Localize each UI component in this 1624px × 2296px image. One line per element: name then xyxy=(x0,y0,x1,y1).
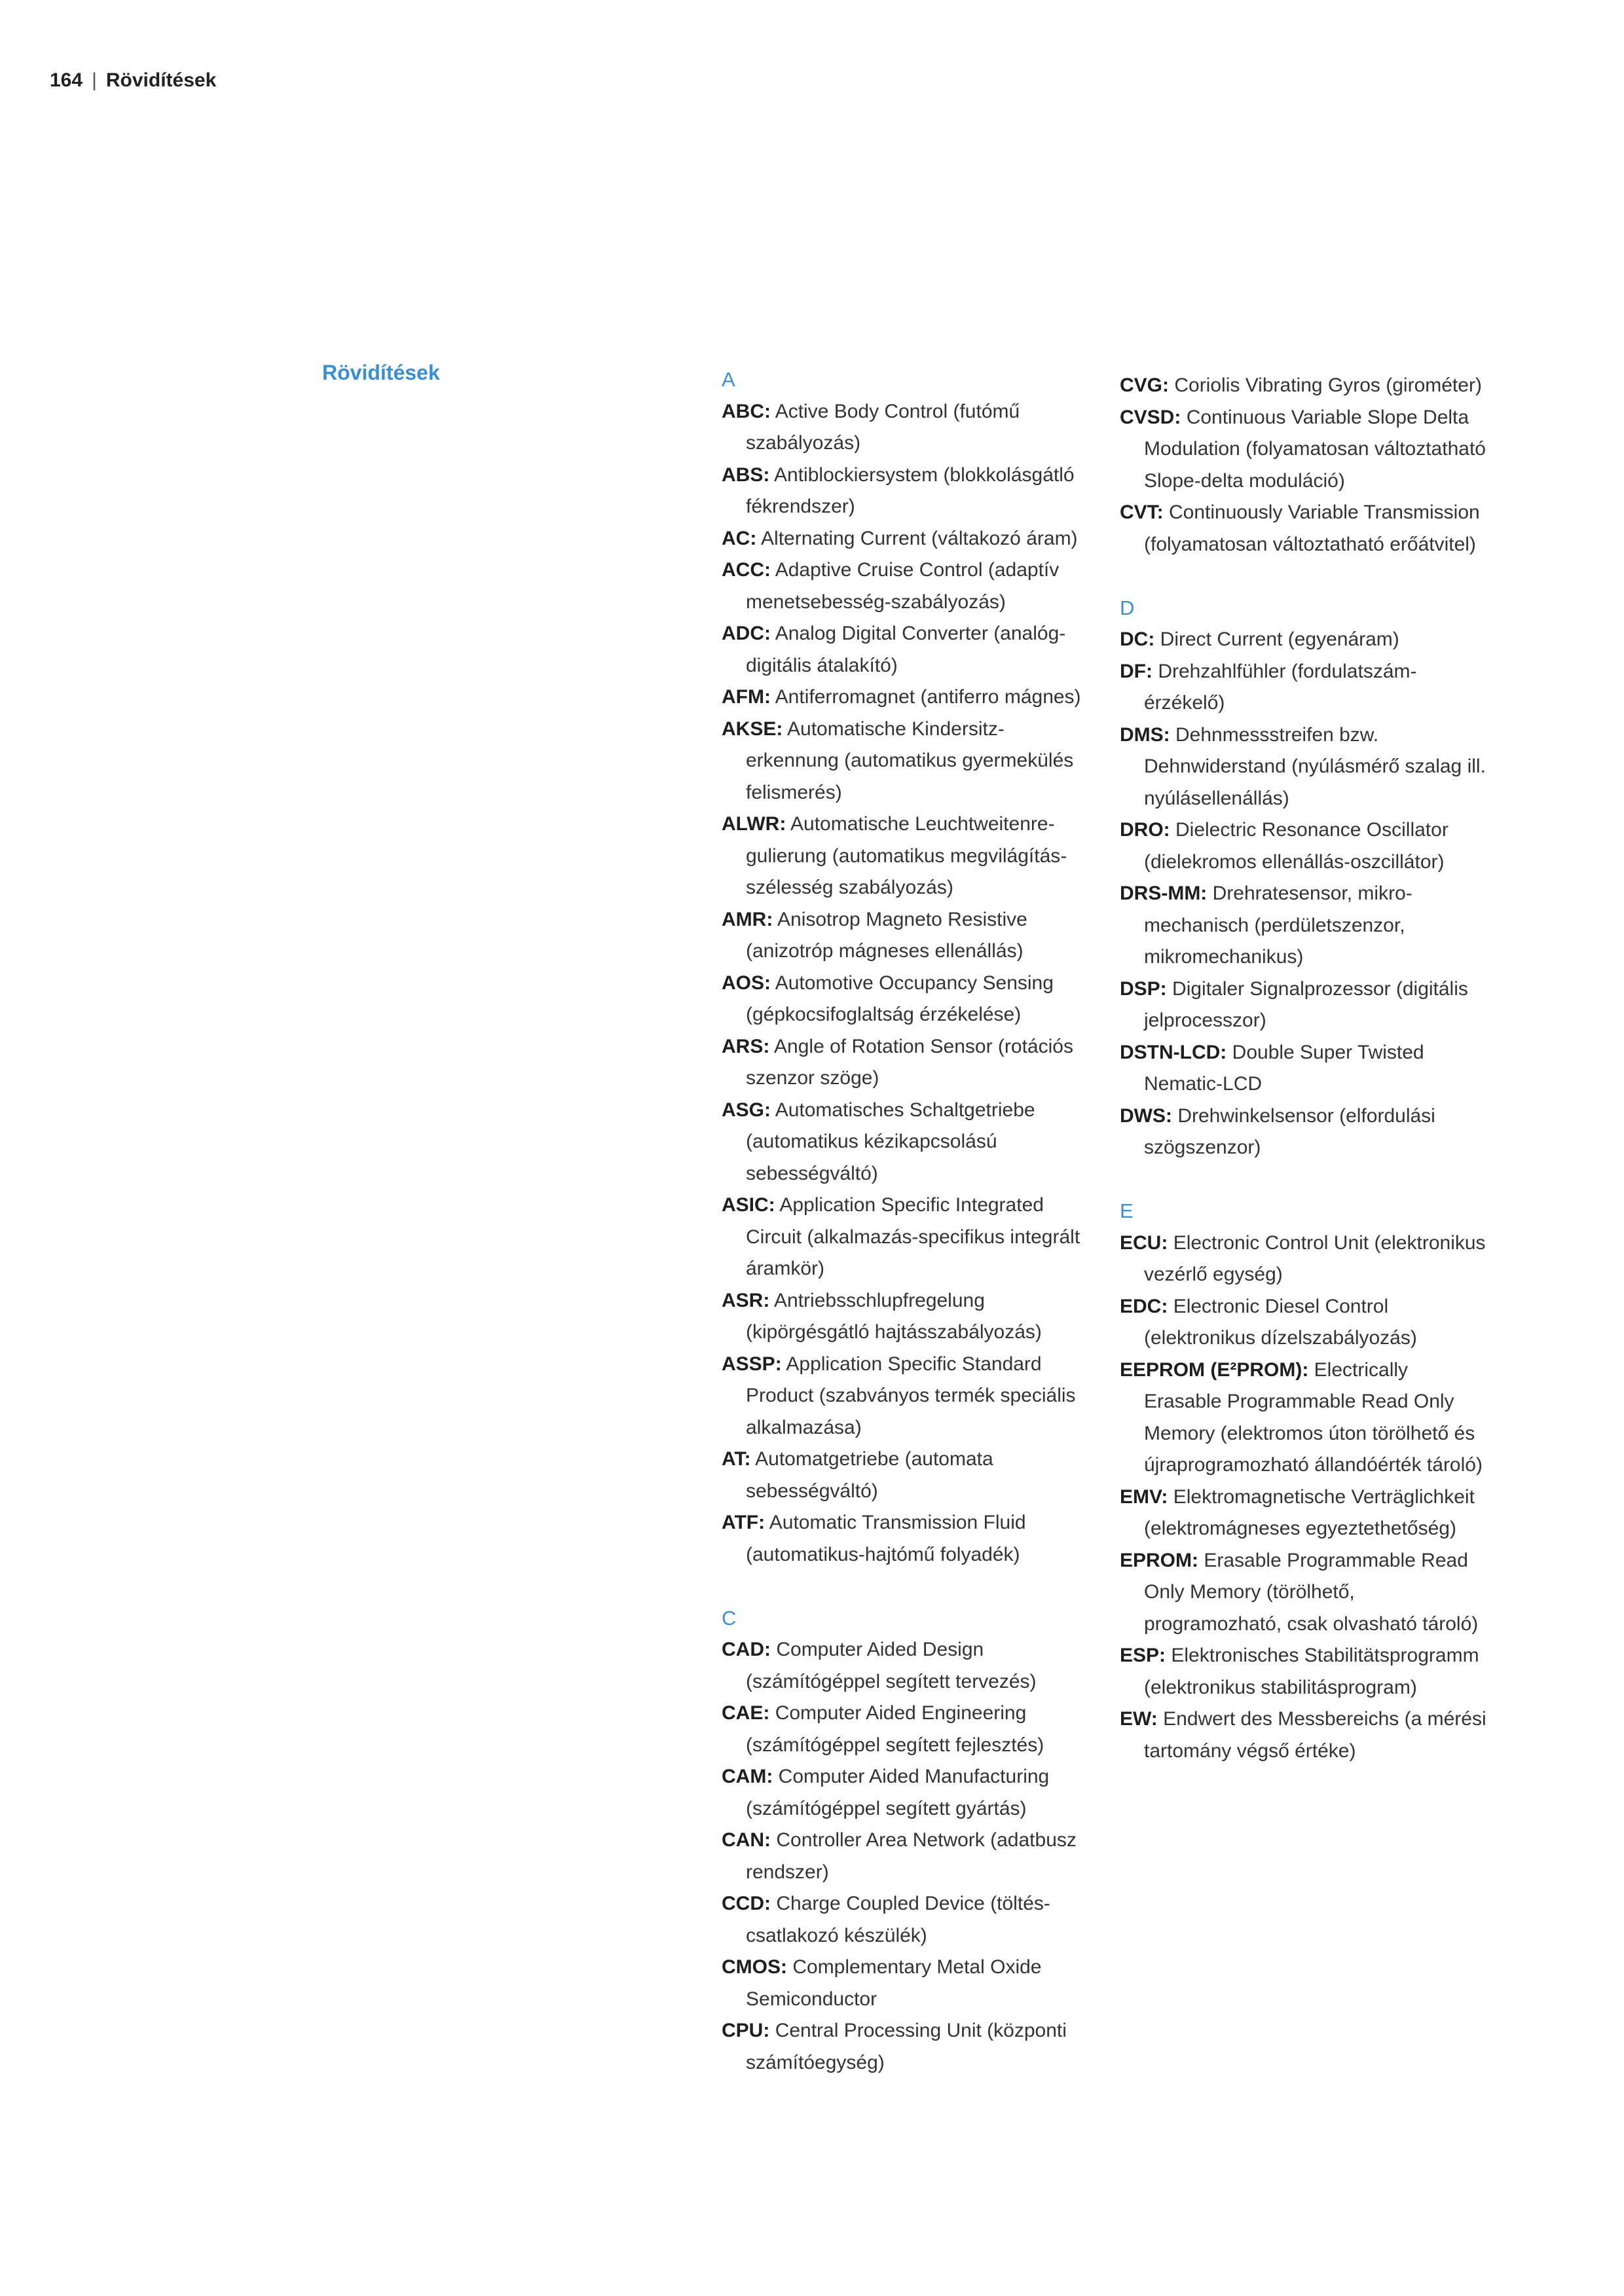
abbreviation-definition: Antiblockiersystem (blokkolásgátló fékrendszer) xyxy=(746,464,1075,517)
abbreviation-entry xyxy=(722,1444,1088,1507)
group-spacer xyxy=(722,1571,1088,1603)
abbreviation-entry xyxy=(1120,624,1486,656)
abbreviation-definition: Adaptive Cruise Control (adaptív menetsebesség-szabályozás) xyxy=(746,559,1060,613)
abbreviation-entry xyxy=(722,1507,1088,1571)
abbreviation-entry xyxy=(1120,497,1486,560)
abbreviation-definition: Automatische Kindersitzerkennung (automatikus gyermekülés felismerés) xyxy=(746,718,1074,803)
abbreviation-definition: Automatgetriebe (automata sebességváltó) xyxy=(746,1448,993,1502)
abbreviation-definition: Drehratesensor, mikromechanisch (perdületszenzor, mikromechanikus) xyxy=(1144,883,1412,968)
abbreviation-definition: Active Body Control (futómű szabályozás) xyxy=(746,400,1020,454)
abbreviation-entry xyxy=(1120,878,1486,974)
abbreviation-term: AKSE: xyxy=(722,718,783,740)
abbreviation-definition: Digitaler Signalprozessor (digitális jelprocesszor) xyxy=(1144,977,1468,1031)
abbreviation-entry xyxy=(722,523,1088,555)
abbreviation-definition: Electronic Diesel Control (elektronikus dízelszabályozás) xyxy=(1144,1295,1417,1349)
group-spacer xyxy=(1120,1164,1486,1196)
abbreviation-term: EMV: xyxy=(1120,1485,1168,1508)
abbreviation-entry xyxy=(722,682,1088,714)
abbreviation-definition: Direct Current (egyenáram) xyxy=(1160,629,1399,650)
abbreviation-term: CAD: xyxy=(722,1639,771,1660)
abbreviation-term: ABC: xyxy=(722,400,771,422)
abbreviation-definition: Antiferromagnet (antiferro mágnes) xyxy=(775,686,1081,708)
abbreviation-definition: Controller Area Network (adatbusz rendszer) xyxy=(746,1829,1077,1883)
page-number: 164 xyxy=(50,69,83,91)
abbreviation-entry xyxy=(1120,1545,1486,1641)
abbreviation-entry xyxy=(722,1825,1088,1888)
abbreviation-definition: Drehzahlfühler (fordulatszámérzékelő) xyxy=(1144,660,1417,714)
abbreviation-definition: Electrically Erasable Programmable Read Only Memory (elektromos úton törölhető és újraprogramozható állandóérték tároló) xyxy=(1144,1358,1483,1476)
abbreviation-entry xyxy=(1120,1037,1486,1101)
abbreviation-entry xyxy=(722,1888,1088,1952)
abbreviation-entry xyxy=(1120,402,1486,498)
abbreviation-definition: Automatisches Schaltgetriebe (automatikus kézikapcsolású sebességváltó) xyxy=(746,1099,1035,1184)
abbreviation-term: CAN: xyxy=(722,1829,771,1851)
abbreviation-term: EDC: xyxy=(1120,1295,1168,1317)
abbreviation-term: DRS-MM: xyxy=(1120,883,1208,904)
abbreviation-entry xyxy=(1120,370,1486,402)
page-header xyxy=(50,69,216,92)
abbreviation-entry xyxy=(722,809,1088,904)
abbreviation-definition: Automatische Leuchtweitenregulierung (automatikus megvilágítás-szélesség szabályozás) xyxy=(746,813,1067,898)
abbreviation-entry xyxy=(1120,1228,1486,1291)
abbreviation-definition: Alternating Current (váltakozó áram) xyxy=(761,527,1078,549)
abbreviation-entry xyxy=(1120,1291,1486,1355)
abbreviation-term: CMOS: xyxy=(722,1956,787,1978)
abbreviation-term: DRO: xyxy=(1120,819,1170,841)
abbreviation-definition: Elektromagnetische Verträglichkeit (elektromágneses egyeztethetőség) xyxy=(1144,1485,1475,1539)
abbreviation-term: DWS: xyxy=(1120,1104,1172,1127)
abbreviation-definition: Application Specific Integrated Circuit (alkalmazás-specifikus integrált áramkör) xyxy=(746,1194,1080,1279)
abbreviation-entry xyxy=(1120,656,1486,720)
abbreviation-entry xyxy=(1120,814,1486,878)
abbreviation-entry xyxy=(722,555,1088,618)
abbreviation-definition: Computer Aided Engineering (számítógéppel segített fejlesztés) xyxy=(746,1702,1044,1756)
abbreviation-definition: Computer Aided Design (számítógéppel segített tervezés) xyxy=(746,1639,1037,1692)
abbreviation-entry xyxy=(1120,974,1486,1037)
abbreviation-definition: Endwert des Messbereichs (a mérési tartomány végső értéke) xyxy=(1144,1708,1486,1762)
letter-heading: E xyxy=(1120,1199,1134,1222)
abbreviation-entry xyxy=(722,618,1088,682)
abbreviation-term: ASIC: xyxy=(722,1194,775,1216)
abbreviation-definition: Antriebsschlupfregelung (kipörgésgátló hajtásszabályozás) xyxy=(746,1289,1042,1343)
abbreviation-entry xyxy=(722,1634,1088,1698)
abbreviation-definition: Complementary Metal Oxide Semiconductor xyxy=(746,1956,1042,2010)
abbreviation-term: ALWR: xyxy=(722,813,786,835)
abbreviation-entry xyxy=(1120,720,1486,815)
abbreviation-term: AMR: xyxy=(722,908,773,930)
abbreviation-definition: Coriolis Vibrating Gyros (girométer) xyxy=(1174,374,1482,396)
abbreviation-term: AT: xyxy=(722,1448,751,1470)
abbreviation-term: DF: xyxy=(1120,660,1153,682)
letter-heading: C xyxy=(722,1606,737,1630)
abbreviation-entry xyxy=(722,968,1088,1031)
abbreviation-definition: Charge Coupled Device (töltéscsatlakozó készülék) xyxy=(746,1893,1050,1946)
abbreviation-term: ARS: xyxy=(722,1035,770,1057)
abbreviation-entry xyxy=(722,396,1088,460)
abbreviation-definition: Central Processing Unit (központi számítóegység) xyxy=(746,2020,1067,2073)
abbreviation-term: EW: xyxy=(1120,1708,1158,1730)
abbreviation-entry xyxy=(1120,1640,1486,1704)
abbreviation-term: DMS: xyxy=(1120,723,1170,746)
abbreviation-definition: Dehnmessstreifen bzw. Dehnwiderstand (nyúlásmérő szalag ill. nyúlásellenállás) xyxy=(1144,723,1486,809)
abbreviation-entry xyxy=(722,1031,1088,1095)
abbreviation-definition: Application Specific Standard Product (szabványos termék speciális alkalmazása) xyxy=(746,1353,1076,1438)
abbreviation-definition: Angle of Rotation Sensor (rotációs szenzor szöge) xyxy=(746,1035,1073,1089)
abbreviation-definition: Automatic Transmission Fluid (automatikus-hajtómű folyadék) xyxy=(746,1512,1026,1565)
abbreviation-entry xyxy=(722,2015,1088,2079)
abbreviation-entry xyxy=(722,1761,1088,1825)
abbreviation-entry xyxy=(1120,1704,1486,1767)
header-separator: | xyxy=(92,69,97,91)
abbreviation-term: CCD: xyxy=(722,1893,771,1914)
abbreviation-term: AC: xyxy=(722,527,757,549)
abbreviation-entry xyxy=(722,460,1088,523)
abbreviation-definition: Computer Aided Manufacturing (számítógéppel segített gyártás) xyxy=(746,1766,1050,1819)
abbreviations-column-1 xyxy=(722,364,1088,2079)
abbreviation-definition: Continuous Variable Slope Delta Modulation (folyamatosan változtatható Slope-delta moduláció) xyxy=(1144,406,1486,492)
abbreviation-entry xyxy=(1120,1101,1486,1164)
abbreviation-term: ACC: xyxy=(722,559,771,581)
letter-heading: D xyxy=(1120,596,1135,619)
abbreviation-definition: Analog Digital Converter (analóg-digitális átalakító) xyxy=(746,623,1066,676)
abbreviation-definition: Double Super Twisted Nematic-LCD xyxy=(1144,1041,1424,1095)
group-spacer xyxy=(1120,560,1486,592)
abbreviation-entry xyxy=(722,1190,1088,1285)
letter-heading: A xyxy=(722,368,735,391)
abbreviation-definition: Drehwinkelsensor (elfordulási szögszenzor) xyxy=(1144,1104,1435,1158)
abbreviation-definition: Continuously Variable Transmission (folyamatosan változtatható erőátvitel) xyxy=(1144,501,1480,555)
abbreviation-definition: Electronic Control Unit (elektronikus vezérlő egység) xyxy=(1144,1231,1486,1285)
abbreviation-term: ECU: xyxy=(1120,1231,1168,1254)
abbreviation-term: DSP: xyxy=(1120,977,1167,1000)
abbreviation-term: AFM: xyxy=(722,686,771,708)
abbreviation-definition: Anisotrop Magneto Resistive (anizotróp mágneses ellenállás) xyxy=(746,908,1027,962)
abbreviation-term: ESP: xyxy=(1120,1645,1166,1666)
abbreviation-term: DSTN-LCD: xyxy=(1120,1041,1227,1063)
abbreviation-definition: Elektronisches Stabilitätsprogramm (elektronikus stabilitásprogram) xyxy=(1144,1645,1479,1698)
abbreviation-term: ASG: xyxy=(722,1099,771,1121)
abbreviation-term: ATF: xyxy=(722,1512,766,1533)
abbreviation-definition: Erasable Programmable Read Only Memory (törölhető, programozható, csak olvasható tároló) xyxy=(1144,1549,1479,1635)
abbreviation-entry xyxy=(1120,1482,1486,1545)
abbreviation-entry xyxy=(722,1698,1088,1761)
abbreviation-term: CVT: xyxy=(1120,501,1164,523)
abbreviation-term: EEPROM (E²PROM): xyxy=(1120,1358,1309,1381)
abbreviations-column-2 xyxy=(1120,370,1486,1767)
abbreviation-entry xyxy=(722,1952,1088,2015)
abbreviation-term: CVSD: xyxy=(1120,406,1181,428)
abbreviation-definition: Automotive Occupancy Sensing (gépkocsifoglaltság érzékelése) xyxy=(746,972,1054,1025)
abbreviation-definition: Dielectric Resonance Oscillator (dielekromos ellenállás-oszcillátor) xyxy=(1144,819,1449,873)
abbreviation-entry xyxy=(722,714,1088,809)
abbreviation-term: EPROM: xyxy=(1120,1549,1198,1571)
abbreviation-term: ASR: xyxy=(722,1289,770,1311)
abbreviation-entry xyxy=(722,1095,1088,1190)
abbreviation-term: CAM: xyxy=(722,1766,773,1787)
abbreviation-term: DC: xyxy=(1120,629,1155,650)
abbreviation-term: CAE: xyxy=(722,1702,770,1724)
abbreviation-term: AOS: xyxy=(722,972,771,994)
abbreviation-entry xyxy=(722,1349,1088,1444)
abbreviation-term: ABS: xyxy=(722,464,770,486)
abbreviation-term: CPU: xyxy=(722,2020,770,2041)
abbreviation-term: ASSP: xyxy=(722,1353,782,1375)
abbreviation-entry xyxy=(722,904,1088,968)
abbreviation-entry xyxy=(722,1285,1088,1349)
running-title: Rövidítések xyxy=(105,69,217,91)
abbreviation-entry xyxy=(1120,1355,1486,1482)
abbreviation-term: CVG: xyxy=(1120,374,1169,396)
abbreviation-term: ADC: xyxy=(722,623,771,644)
section-heading: Rövidítések xyxy=(322,361,440,384)
